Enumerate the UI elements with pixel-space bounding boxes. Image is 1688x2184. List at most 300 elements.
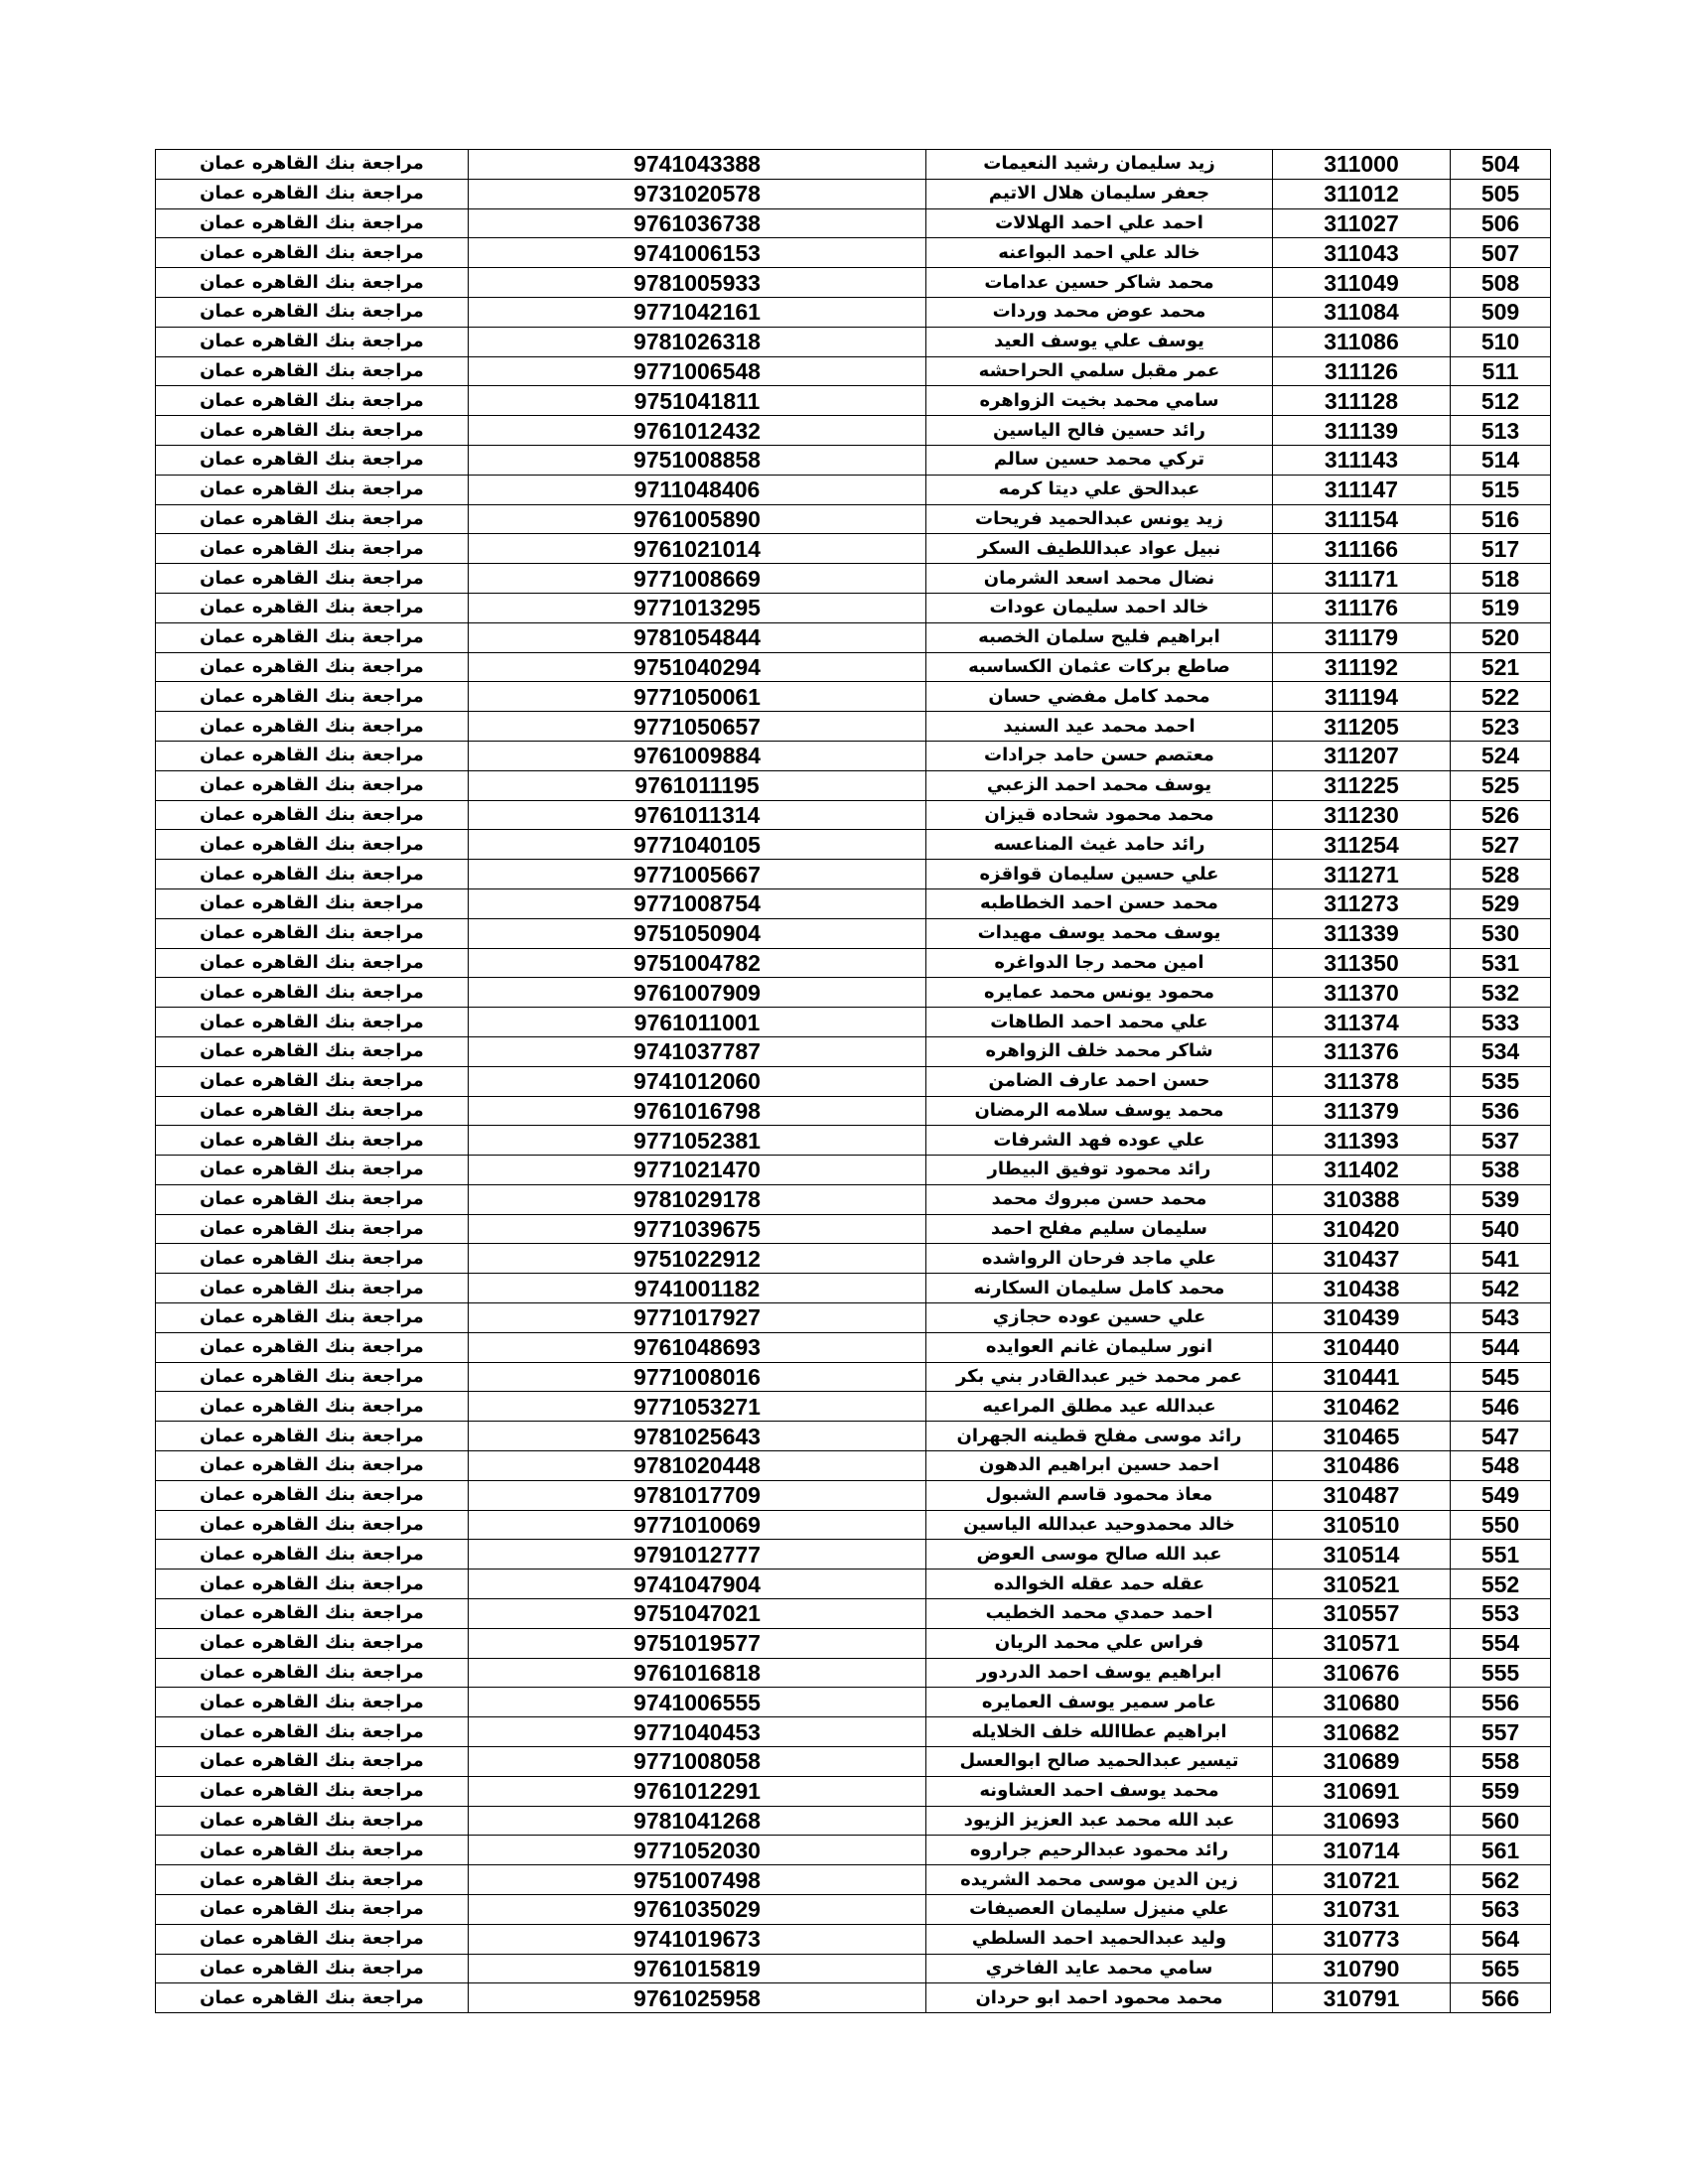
id-cell: 310441	[1273, 1362, 1451, 1392]
note-cell: مراجعة بنك القاهره عمان	[156, 1008, 469, 1037]
name-cell: فراس علي محمد الريان	[926, 1628, 1273, 1658]
id-cell: 310437	[1273, 1244, 1451, 1274]
name-cell: عمر مقبل سلمي الحراحشه	[926, 356, 1273, 386]
number-cell: 9761011195	[469, 770, 926, 800]
id-cell: 311350	[1273, 948, 1451, 978]
id-cell: 311376	[1273, 1036, 1451, 1066]
name-cell: محمد كامل مفضي حسان	[926, 682, 1273, 712]
name-cell: يوسف محمد يوسف مهيدات	[926, 918, 1273, 948]
seq-cell: 505	[1451, 179, 1551, 208]
note-cell: مراجعة بنك القاهره عمان	[156, 1480, 469, 1510]
seq-cell: 541	[1451, 1244, 1551, 1274]
seq-cell: 513	[1451, 416, 1551, 446]
note-cell: مراجعة بنك القاهره عمان	[156, 564, 469, 594]
name-cell: تركي محمد حسين سالم	[926, 445, 1273, 475]
name-cell: معتصم حسن حامد جرادات	[926, 741, 1273, 770]
number-cell: 9751041811	[469, 386, 926, 416]
id-cell: 311370	[1273, 978, 1451, 1008]
seq-cell: 517	[1451, 534, 1551, 564]
seq-cell: 523	[1451, 712, 1551, 742]
number-cell: 9771050061	[469, 682, 926, 712]
name-cell: احمد حمدي محمد الخطيب	[926, 1599, 1273, 1629]
name-cell: عبدالله عيد مطلق المراعيه	[926, 1392, 1273, 1422]
note-cell: مراجعة بنك القاهره عمان	[156, 652, 469, 682]
number-cell: 9771039675	[469, 1214, 926, 1244]
id-cell: 311378	[1273, 1066, 1451, 1096]
note-cell: مراجعة بنك القاهره عمان	[156, 504, 469, 534]
name-cell: ابراهيم يوسف احمد الدردور	[926, 1658, 1273, 1688]
seq-cell: 562	[1451, 1865, 1551, 1895]
number-cell: 9771005667	[469, 860, 926, 889]
id-cell: 311143	[1273, 445, 1451, 475]
id-cell: 311176	[1273, 593, 1451, 622]
number-cell: 9751040294	[469, 652, 926, 682]
note-cell: مراجعة بنك القاهره عمان	[156, 1865, 469, 1895]
table-row	[156, 475, 1551, 504]
name-cell: يوسف علي يوسف العيد	[926, 327, 1273, 356]
note-cell: مراجعة بنك القاهره عمان	[156, 770, 469, 800]
seq-cell: 548	[1451, 1451, 1551, 1481]
name-cell: يوسف محمد احمد الزعبي	[926, 770, 1273, 800]
note-cell: مراجعة بنك القاهره عمان	[156, 1628, 469, 1658]
number-cell: 9751004782	[469, 948, 926, 978]
note-cell: مراجعة بنك القاهره عمان	[156, 238, 469, 268]
table-row	[156, 800, 1551, 830]
table-row	[156, 1066, 1551, 1096]
table-row	[156, 1480, 1551, 1510]
name-cell: سامي محمد بخيت الزواهره	[926, 386, 1273, 416]
note-cell: مراجعة بنك القاهره عمان	[156, 179, 469, 208]
number-cell: 9771008058	[469, 1747, 926, 1777]
table-row	[156, 682, 1551, 712]
number-cell: 9761035029	[469, 1895, 926, 1925]
number-cell: 9761016818	[469, 1658, 926, 1688]
note-cell: مراجعة بنك القاهره عمان	[156, 1658, 469, 1688]
table-row	[156, 1008, 1551, 1037]
id-cell: 311049	[1273, 268, 1451, 298]
id-cell: 311205	[1273, 712, 1451, 742]
seq-cell: 532	[1451, 978, 1551, 1008]
name-cell: عبدالحق علي ديتا كرمه	[926, 475, 1273, 504]
note-cell: مراجعة بنك القاهره عمان	[156, 888, 469, 918]
id-cell: 310773	[1273, 1924, 1451, 1954]
table-row	[156, 208, 1551, 238]
table-row	[156, 1599, 1551, 1629]
id-cell: 310693	[1273, 1806, 1451, 1836]
id-cell: 310790	[1273, 1954, 1451, 1983]
name-cell: ابراهيم فليح سلمان الخصبه	[926, 622, 1273, 652]
id-cell: 310557	[1273, 1599, 1451, 1629]
name-cell: محمد كامل سليمان السكارنه	[926, 1274, 1273, 1303]
table-row	[156, 1865, 1551, 1895]
note-cell: مراجعة بنك القاهره عمان	[156, 534, 469, 564]
name-cell: حسن احمد عارف الضامن	[926, 1066, 1273, 1096]
seq-cell: 507	[1451, 238, 1551, 268]
name-cell: محمود يونس محمد عمايره	[926, 978, 1273, 1008]
table-row	[156, 1126, 1551, 1156]
seq-cell: 535	[1451, 1066, 1551, 1096]
note-cell: مراجعة بنك القاهره عمان	[156, 1688, 469, 1717]
seq-cell: 543	[1451, 1303, 1551, 1333]
number-cell: 9771010069	[469, 1510, 926, 1540]
table-row	[156, 238, 1551, 268]
table-row	[156, 1156, 1551, 1185]
seq-cell: 554	[1451, 1628, 1551, 1658]
name-cell: محمد حسن احمد الخطاطبه	[926, 888, 1273, 918]
name-cell: شاكر محمد خلف الزواهره	[926, 1036, 1273, 1066]
number-cell: 9771008016	[469, 1362, 926, 1392]
id-cell: 310388	[1273, 1184, 1451, 1214]
number-cell: 9761025958	[469, 1983, 926, 2013]
name-cell: عبد الله صالح موسى العوض	[926, 1540, 1273, 1570]
name-cell: علي حسين عوده حجازي	[926, 1303, 1273, 1333]
number-cell: 9741006153	[469, 238, 926, 268]
id-cell: 310462	[1273, 1392, 1451, 1422]
number-cell: 9761005890	[469, 504, 926, 534]
name-cell: سامي محمد عايد الفاخري	[926, 1954, 1273, 1983]
name-cell: احمد حسين ابراهيم الدهون	[926, 1451, 1273, 1481]
table-row	[156, 564, 1551, 594]
table-row	[156, 416, 1551, 446]
number-cell: 9781041268	[469, 1806, 926, 1836]
number-cell: 9771052381	[469, 1126, 926, 1156]
seq-cell: 510	[1451, 327, 1551, 356]
name-cell: خالد علي احمد البواعنه	[926, 238, 1273, 268]
name-cell: رائد موسى مفلح قطينه الجهران	[926, 1422, 1273, 1451]
table-row	[156, 712, 1551, 742]
table-row	[156, 1214, 1551, 1244]
seq-cell: 536	[1451, 1096, 1551, 1126]
note-cell: مراجعة بنك القاهره عمان	[156, 297, 469, 327]
number-cell: 9741012060	[469, 1066, 926, 1096]
id-cell: 310691	[1273, 1776, 1451, 1806]
table-row	[156, 652, 1551, 682]
name-cell: نبيل عواد عبداللطيف السكر	[926, 534, 1273, 564]
number-cell: 9771006548	[469, 356, 926, 386]
id-cell: 311339	[1273, 918, 1451, 948]
id-cell: 311194	[1273, 682, 1451, 712]
table-row	[156, 1244, 1551, 1274]
note-cell: مراجعة بنك القاهره عمان	[156, 356, 469, 386]
table-row	[156, 1895, 1551, 1925]
number-cell: 9751019577	[469, 1628, 926, 1658]
note-cell: مراجعة بنك القاهره عمان	[156, 1332, 469, 1362]
id-cell: 311154	[1273, 504, 1451, 534]
number-cell: 9771021470	[469, 1156, 926, 1185]
id-cell: 310510	[1273, 1510, 1451, 1540]
note-cell: مراجعة بنك القاهره عمان	[156, 1776, 469, 1806]
number-cell: 9781054844	[469, 622, 926, 652]
number-cell: 9771040453	[469, 1717, 926, 1747]
note-cell: مراجعة بنك القاهره عمان	[156, 1924, 469, 1954]
number-cell: 9711048406	[469, 475, 926, 504]
seq-cell: 512	[1451, 386, 1551, 416]
seq-cell: 556	[1451, 1688, 1551, 1717]
table-row	[156, 1362, 1551, 1392]
table-row	[156, 445, 1551, 475]
name-cell: محمد يوسف سلامه الرمضان	[926, 1096, 1273, 1126]
number-cell: 9761007909	[469, 978, 926, 1008]
number-cell: 9771040105	[469, 830, 926, 860]
table-row	[156, 297, 1551, 327]
name-cell: خالد احمد سليمان عودات	[926, 593, 1273, 622]
id-cell: 311084	[1273, 297, 1451, 327]
id-cell: 311171	[1273, 564, 1451, 594]
id-cell: 311027	[1273, 208, 1451, 238]
name-cell: ابراهيم عطاالله خلف الخلايله	[926, 1717, 1273, 1747]
table-row	[156, 1806, 1551, 1836]
id-cell: 310521	[1273, 1570, 1451, 1599]
table-row	[156, 1628, 1551, 1658]
id-cell: 311374	[1273, 1008, 1451, 1037]
number-cell: 9771052030	[469, 1836, 926, 1865]
note-cell: مراجعة بنك القاهره عمان	[156, 1184, 469, 1214]
seq-cell: 518	[1451, 564, 1551, 594]
id-cell: 310438	[1273, 1274, 1451, 1303]
note-cell: مراجعة بنك القاهره عمان	[156, 1156, 469, 1185]
number-cell: 9781005933	[469, 268, 926, 298]
records-table	[155, 149, 1551, 2013]
id-cell: 311230	[1273, 800, 1451, 830]
table-row	[156, 1392, 1551, 1422]
seq-cell: 555	[1451, 1658, 1551, 1688]
table-row	[156, 918, 1551, 948]
name-cell: علي محمد احمد الطاهات	[926, 1008, 1273, 1037]
seq-cell: 538	[1451, 1156, 1551, 1185]
seq-cell: 526	[1451, 800, 1551, 830]
note-cell: مراجعة بنك القاهره عمان	[156, 475, 469, 504]
number-cell: 9761011314	[469, 800, 926, 830]
table-row	[156, 1274, 1551, 1303]
id-cell: 310689	[1273, 1747, 1451, 1777]
note-cell: مراجعة بنك القاهره عمان	[156, 1392, 469, 1422]
seq-cell: 540	[1451, 1214, 1551, 1244]
seq-cell: 527	[1451, 830, 1551, 860]
number-cell: 9771017927	[469, 1303, 926, 1333]
id-cell: 311207	[1273, 741, 1451, 770]
name-cell: محمد يوسف احمد العشاونه	[926, 1776, 1273, 1806]
table-row	[156, 1747, 1551, 1777]
seq-cell: 547	[1451, 1422, 1551, 1451]
note-cell: مراجعة بنك القاهره عمان	[156, 1362, 469, 1392]
table-row	[156, 1776, 1551, 1806]
id-cell: 311128	[1273, 386, 1451, 416]
note-cell: مراجعة بنك القاهره عمان	[156, 860, 469, 889]
seq-cell: 558	[1451, 1747, 1551, 1777]
note-cell: مراجعة بنك القاهره عمان	[156, 1244, 469, 1274]
number-cell: 9781026318	[469, 327, 926, 356]
seq-cell: 533	[1451, 1008, 1551, 1037]
name-cell: علي حسين سليمان قواقزه	[926, 860, 1273, 889]
number-cell: 9771050657	[469, 712, 926, 742]
number-cell: 9751007498	[469, 1865, 926, 1895]
number-cell: 9741001182	[469, 1274, 926, 1303]
note-cell: مراجعة بنك القاهره عمان	[156, 1570, 469, 1599]
name-cell: رائد محمود توفيق البيطار	[926, 1156, 1273, 1185]
table-row	[156, 1422, 1551, 1451]
seq-cell: 560	[1451, 1806, 1551, 1836]
seq-cell: 550	[1451, 1510, 1551, 1540]
note-cell: مراجعة بنك القاهره عمان	[156, 830, 469, 860]
note-cell: مراجعة بنك القاهره عمان	[156, 327, 469, 356]
id-cell: 310714	[1273, 1836, 1451, 1865]
seq-cell: 515	[1451, 475, 1551, 504]
number-cell: 9751022912	[469, 1244, 926, 1274]
name-cell: تيسير عبدالحميد صالح ابوالعسل	[926, 1747, 1273, 1777]
number-cell: 9761012432	[469, 416, 926, 446]
table-row	[156, 622, 1551, 652]
id-cell: 310721	[1273, 1865, 1451, 1895]
name-cell: محمد محمود شحاده قيزان	[926, 800, 1273, 830]
id-cell: 311166	[1273, 534, 1451, 564]
number-cell: 9741006555	[469, 1688, 926, 1717]
note-cell: مراجعة بنك القاهره عمان	[156, 622, 469, 652]
id-cell: 311379	[1273, 1096, 1451, 1126]
table-row	[156, 1983, 1551, 2013]
seq-cell: 525	[1451, 770, 1551, 800]
seq-cell: 539	[1451, 1184, 1551, 1214]
name-cell: صاطع بركات عثمان الكساسبه	[926, 652, 1273, 682]
number-cell: 9731020578	[469, 179, 926, 208]
note-cell: مراجعة بنك القاهره عمان	[156, 1274, 469, 1303]
name-cell: محمد حسن مبروك محمد	[926, 1184, 1273, 1214]
name-cell: رائد حامد غيث المناعسه	[926, 830, 1273, 860]
table-row	[156, 948, 1551, 978]
seq-cell: 564	[1451, 1924, 1551, 1954]
name-cell: علي منيزل سليمان العصيفات	[926, 1895, 1273, 1925]
number-cell: 9781025643	[469, 1422, 926, 1451]
seq-cell: 553	[1451, 1599, 1551, 1629]
id-cell: 311271	[1273, 860, 1451, 889]
table-row	[156, 1303, 1551, 1333]
note-cell: مراجعة بنك القاهره عمان	[156, 978, 469, 1008]
note-cell: مراجعة بنك القاهره عمان	[156, 1747, 469, 1777]
number-cell: 9761012291	[469, 1776, 926, 1806]
id-cell: 311147	[1273, 475, 1451, 504]
table-row	[156, 386, 1551, 416]
seq-cell: 524	[1451, 741, 1551, 770]
id-cell: 311012	[1273, 179, 1451, 208]
number-cell: 9761011001	[469, 1008, 926, 1037]
name-cell: خالد محمدوحيد عبدالله الياسين	[926, 1510, 1273, 1540]
name-cell: عقله حمد عقله الخوالده	[926, 1570, 1273, 1599]
note-cell: مراجعة بنك القاهره عمان	[156, 712, 469, 742]
name-cell: زيد يونس عبدالحميد فريحات	[926, 504, 1273, 534]
number-cell: 9781029178	[469, 1184, 926, 1214]
number-cell: 9761036738	[469, 208, 926, 238]
number-cell: 9751050904	[469, 918, 926, 948]
table-row	[156, 327, 1551, 356]
name-cell: زيد سليمان رشيد النعيمات	[926, 150, 1273, 180]
id-cell: 310680	[1273, 1688, 1451, 1717]
note-cell: مراجعة بنك القاهره عمان	[156, 918, 469, 948]
seq-cell: 561	[1451, 1836, 1551, 1865]
seq-cell: 565	[1451, 1954, 1551, 1983]
seq-cell: 521	[1451, 652, 1551, 682]
id-cell: 311225	[1273, 770, 1451, 800]
name-cell: محمد محمود احمد ابو حردان	[926, 1983, 1273, 2013]
note-cell: مراجعة بنك القاهره عمان	[156, 416, 469, 446]
number-cell: 9761016798	[469, 1096, 926, 1126]
seq-cell: 508	[1451, 268, 1551, 298]
number-cell: 9781017709	[469, 1480, 926, 1510]
id-cell: 311139	[1273, 416, 1451, 446]
seq-cell: 514	[1451, 445, 1551, 475]
id-cell: 311000	[1273, 150, 1451, 180]
note-cell: مراجعة بنك القاهره عمان	[156, 593, 469, 622]
note-cell: مراجعة بنك القاهره عمان	[156, 1717, 469, 1747]
seq-cell: 531	[1451, 948, 1551, 978]
id-cell: 310420	[1273, 1214, 1451, 1244]
number-cell: 9761015819	[469, 1954, 926, 1983]
id-cell: 311086	[1273, 327, 1451, 356]
seq-cell: 552	[1451, 1570, 1551, 1599]
note-cell: مراجعة بنك القاهره عمان	[156, 1983, 469, 2013]
id-cell: 311126	[1273, 356, 1451, 386]
seq-cell: 506	[1451, 208, 1551, 238]
id-cell: 310439	[1273, 1303, 1451, 1333]
number-cell: 9771008754	[469, 888, 926, 918]
table-row	[156, 1836, 1551, 1865]
table-row	[156, 830, 1551, 860]
seq-cell: 504	[1451, 150, 1551, 180]
number-cell: 9741043388	[469, 150, 926, 180]
name-cell: عبد الله محمد عبد العزيز الزيود	[926, 1806, 1273, 1836]
name-cell: جعفر سليمان هلال الاتيم	[926, 179, 1273, 208]
number-cell: 9761021014	[469, 534, 926, 564]
id-cell: 310514	[1273, 1540, 1451, 1570]
id-cell: 310487	[1273, 1480, 1451, 1510]
note-cell: مراجعة بنك القاهره عمان	[156, 741, 469, 770]
note-cell: مراجعة بنك القاهره عمان	[156, 1451, 469, 1481]
name-cell: رائد حسين فالح الياسين	[926, 416, 1273, 446]
number-cell: 9741019673	[469, 1924, 926, 1954]
note-cell: مراجعة بنك القاهره عمان	[156, 208, 469, 238]
table-row	[156, 888, 1551, 918]
table-row	[156, 504, 1551, 534]
seq-cell: 529	[1451, 888, 1551, 918]
seq-cell: 528	[1451, 860, 1551, 889]
note-cell: مراجعة بنك القاهره عمان	[156, 1599, 469, 1629]
seq-cell: 559	[1451, 1776, 1551, 1806]
note-cell: مراجعة بنك القاهره عمان	[156, 1954, 469, 1983]
seq-cell: 549	[1451, 1480, 1551, 1510]
number-cell: 9781020448	[469, 1451, 926, 1481]
seq-cell: 544	[1451, 1332, 1551, 1362]
note-cell: مراجعة بنك القاهره عمان	[156, 1895, 469, 1925]
number-cell: 9791012777	[469, 1540, 926, 1570]
table-row	[156, 1570, 1551, 1599]
name-cell: معاذ محمود قاسم الشبول	[926, 1480, 1273, 1510]
number-cell: 9741047904	[469, 1570, 926, 1599]
seq-cell: 546	[1451, 1392, 1551, 1422]
name-cell: عامر سمير يوسف العمايره	[926, 1688, 1273, 1717]
seq-cell: 566	[1451, 1983, 1551, 2013]
name-cell: امين محمد رجا الدواغره	[926, 948, 1273, 978]
table-row	[156, 1658, 1551, 1688]
seq-cell: 516	[1451, 504, 1551, 534]
table-row	[156, 1096, 1551, 1126]
note-cell: مراجعة بنك القاهره عمان	[156, 800, 469, 830]
name-cell: محمد عوض محمد وردات	[926, 297, 1273, 327]
name-cell: محمد شاكر حسين عدامات	[926, 268, 1273, 298]
table-row	[156, 1688, 1551, 1717]
name-cell: علي عوده فهد الشرفات	[926, 1126, 1273, 1156]
note-cell: مراجعة بنك القاهره عمان	[156, 150, 469, 180]
number-cell: 9771008669	[469, 564, 926, 594]
note-cell: مراجعة بنك القاهره عمان	[156, 1510, 469, 1540]
note-cell: مراجعة بنك القاهره عمان	[156, 1806, 469, 1836]
